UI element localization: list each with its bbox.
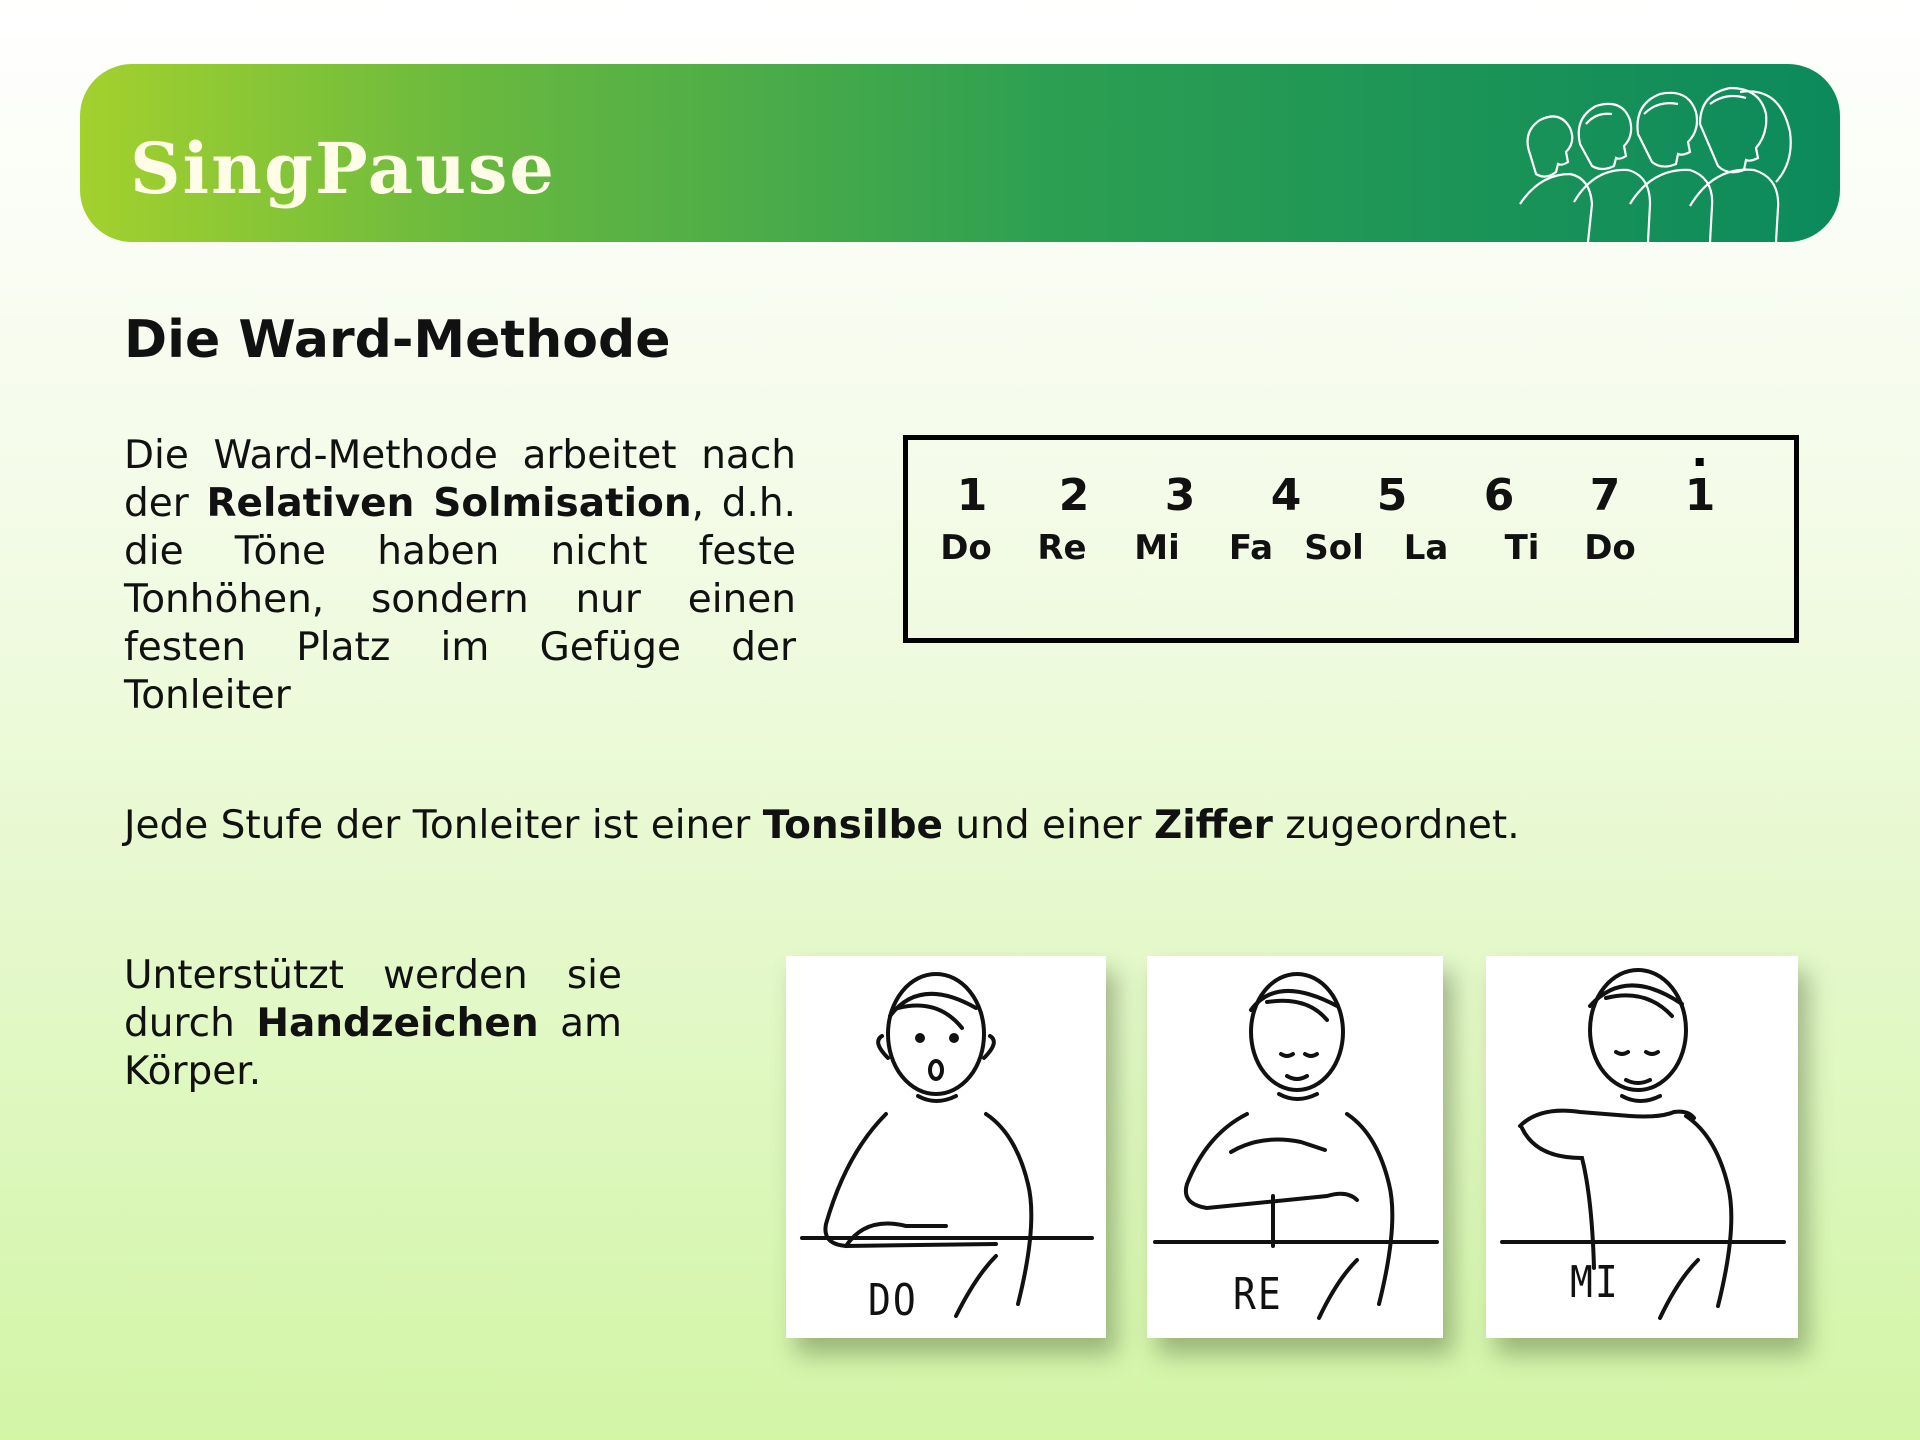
scale-syllable: Ti xyxy=(1504,528,1540,568)
brand-title: SingPause xyxy=(130,127,556,210)
scale-degree: 2 xyxy=(1058,470,1090,521)
assignment-bold-2: Ziffer xyxy=(1153,803,1273,848)
assignment-text-1: Jede Stufe der Tonleiter ist einer xyxy=(124,803,763,848)
scale-syllable: Sol xyxy=(1304,528,1364,568)
intro-paragraph xyxy=(124,432,796,720)
page-title: Die Ward-Methode xyxy=(124,310,671,370)
scale-degree: 6 xyxy=(1483,470,1515,521)
singers-illustration xyxy=(1490,84,1800,242)
hand-sign-label-do: DO xyxy=(868,1274,918,1326)
solmisation-scale-box xyxy=(903,435,1799,643)
header-banner xyxy=(80,64,1840,242)
scale-degree: 1 xyxy=(956,470,988,521)
handsign-text-2: am Körper. xyxy=(124,1001,622,1094)
assignment-text-3: zugeordnet. xyxy=(1272,803,1520,848)
handsign-bold-term: Handzeichen xyxy=(256,1001,539,1046)
hand-sign-card-mi xyxy=(1486,956,1798,1338)
hand-sign-do-illustration xyxy=(786,956,1106,1338)
scale-syllable: Fa xyxy=(1228,528,1274,568)
scale-degree: 3 xyxy=(1164,470,1196,521)
scale-syllable: Mi xyxy=(1134,528,1180,568)
hand-sign-mi-illustration xyxy=(1486,956,1798,1338)
hand-sign-label-mi: MI xyxy=(1570,1256,1620,1308)
hand-sign-card-do xyxy=(786,956,1106,1338)
scale-syllable: Do xyxy=(1584,528,1636,568)
scale-syllable: La xyxy=(1403,528,1449,568)
intro-text-2: , d.h. die Töne haben nicht feste Tonhöhen, sondern nur einen festen Platz im Gefüge der Tonleiter xyxy=(124,481,797,718)
hand-sign-card-re xyxy=(1147,956,1443,1338)
scale-syllable: Re xyxy=(1037,528,1087,568)
scale-degree: 4 xyxy=(1270,470,1302,521)
assignment-bold-1: Tonsilbe xyxy=(762,803,943,848)
hand-sign-re-illustration xyxy=(1147,956,1443,1338)
assignment-text-2: und einer xyxy=(943,803,1154,848)
hand-sign-label-re: RE xyxy=(1233,1268,1283,1320)
scale-syllable: Do xyxy=(940,528,992,568)
scale-degree-octave xyxy=(1685,470,1716,521)
assignment-paragraph xyxy=(124,802,1744,850)
handsign-paragraph xyxy=(124,952,622,1096)
octave-dot-icon xyxy=(1696,458,1704,466)
scale-degree: 5 xyxy=(1376,470,1408,521)
scale-degree: 7 xyxy=(1589,470,1621,521)
intro-bold-term: Relativen Solmisation xyxy=(206,481,692,526)
handsign-text-1: Unterstützt werden sie durch xyxy=(124,953,622,1046)
scale-degree-octave-label: 1 xyxy=(1684,470,1716,521)
intro-text-1: Die Ward-Methode arbeitet nach der xyxy=(124,433,796,526)
